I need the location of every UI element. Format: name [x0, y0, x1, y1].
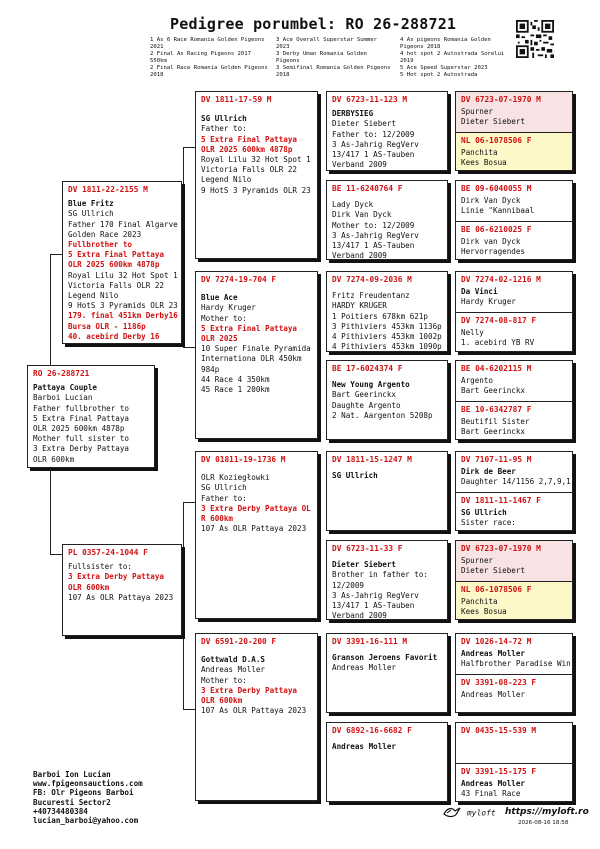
ring-number: DV 7107-11-95 M [461, 455, 532, 464]
ring-number: DV 1811-17-59 M [201, 95, 272, 104]
connector-line [50, 468, 51, 554]
ring-number: DV 7274-08-817 F [461, 316, 537, 325]
gen4-card-1[interactable] [326, 91, 448, 171]
info-line: Dieter Siebert [461, 117, 526, 127]
info-line: Bart Geerinckx [461, 386, 526, 396]
info-line: Hardy Kruger [201, 303, 256, 313]
info-line: Royal Lilu 32 Hot Spot 1 [201, 155, 311, 165]
ring-number: BE 04-6202115 M [461, 364, 532, 373]
gen5-card[interactable] [456, 541, 572, 581]
gen5-card[interactable] [456, 452, 572, 492]
connector-line [183, 347, 195, 348]
highlight-line: OLR 600km [68, 582, 110, 592]
email-link[interactable]: lucian_barboi@yahoo.com [33, 816, 139, 826]
info-line: 43 Final Race [461, 789, 521, 799]
info-line: 1 Poitiers 678km 621p [332, 311, 429, 321]
pigeon-name: Pattaya Couple [33, 383, 98, 393]
info-line: Andreas Moller [201, 665, 266, 675]
highlight-line: OLR 2025 600km 4878p [201, 144, 293, 154]
info-line: Royal Lilu 32 Hot Spot 1 [68, 270, 178, 280]
info-line: Nelly [461, 328, 484, 338]
ring-number: DV 6591-20-200 F [201, 637, 277, 646]
achievement-line: 2 Final As Racing Pigeons 2017 550km [150, 51, 252, 64]
gen5-card[interactable] [456, 674, 572, 713]
pigeon-name: Gottwald D.A.S [201, 655, 266, 665]
achievements-col1 [150, 37, 268, 79]
info-line: 107 As OLR Pattaya 2023 [201, 524, 307, 534]
gen5-pair-2[interactable] [455, 180, 573, 260]
info-line: Legend Nilo [68, 291, 119, 301]
breeder-name: Barboi Ion Lucian [33, 770, 111, 779]
gen5-card[interactable] [456, 492, 572, 531]
info-line: 107 As OLR Pattaya 2023 [68, 592, 174, 602]
address-line: Bucuresti Sector2 [33, 797, 111, 807]
info-line: Legend Nilo [201, 175, 252, 185]
highlight-line: OLR 600km [201, 696, 243, 706]
info-line: Linie "Kannibaal [461, 206, 535, 216]
gen4-card-2[interactable] [326, 180, 448, 260]
info-line: Dieter Siebert [461, 566, 526, 576]
info-line: Dieter Siebert [332, 119, 397, 129]
info-line: Beutifil Sister [461, 417, 530, 427]
pigeon-name: Blue Ace [201, 293, 238, 303]
info-line: 5 Extra Final Pattaya [33, 413, 130, 423]
ring-number: DV 6723-07-1970 M [461, 95, 541, 104]
info-line: 10 Super Finale Pyramida [201, 344, 311, 354]
info-line: Mother to: [201, 675, 247, 685]
gen5-card[interactable] [456, 581, 572, 620]
ring-number: BE 09-6040055 M [461, 184, 532, 193]
connector-line [183, 709, 195, 710]
highlight-line: R 600km [201, 514, 234, 524]
info-line: Hervorragendes [461, 247, 526, 257]
achievement-line: 3 Semifinal Romania Golden Pigeons 2018 [276, 65, 391, 78]
info-line: Barboi Lucian [33, 393, 93, 403]
highlight-line: Fullbrother to [68, 240, 133, 250]
info-line: OLR 600km [33, 454, 75, 464]
info-line: OLR 2025 600km 4878p [33, 424, 125, 434]
achievement-line: 3 Derby Uman Romania Golden Pigeons [276, 51, 367, 64]
gen4-card-6[interactable] [326, 540, 448, 620]
pigeon-name: Dirk de Beer [461, 467, 516, 477]
info-line: Mother to: [201, 313, 247, 323]
pigeon-name: Dieter Siebert [332, 560, 397, 570]
ring-number: DV 1026-14-72 M [461, 637, 532, 646]
pigeon-name: Blue Fritz [68, 199, 114, 209]
ring-number: DV 6723-11-123 M [332, 95, 408, 104]
gen4-card-8[interactable] [326, 722, 448, 802]
info-line: Victoria Falls OLR 22 [68, 280, 165, 290]
facebook-line: FB: Olr Pigeons Barboi [33, 788, 134, 798]
info-line: 9 HotS 3 Pyramids OLR 23 [68, 301, 178, 311]
info-line: Daughte Argento [332, 400, 401, 410]
info-line: Brother in father to: [332, 570, 429, 580]
info-line: Father fullbrother to [33, 403, 130, 413]
ring-number: BE 10-6342787 F [461, 405, 532, 414]
phone-line: +40734480384 [33, 806, 88, 816]
gen5-pair-6[interactable] [455, 540, 573, 620]
gen5-pair-8[interactable] [455, 722, 573, 802]
info-line: 4 Pithiviers 453km 1002p [332, 332, 442, 342]
achievement-line: 1 As 6 Race Romania Golden Pigeons 2021 [150, 37, 265, 50]
info-line: Golden Race 2023 [68, 229, 142, 239]
ring-number: BE 11-6240764 F [332, 184, 403, 193]
info-line: Dirk Van Dyck [461, 196, 521, 206]
gen5-card[interactable] [456, 221, 572, 260]
ring-number: DV 3391-15-175 F [461, 767, 537, 776]
ring-number: DV 7274-09-2036 M [332, 275, 412, 284]
connector-line [183, 147, 184, 347]
gen5-pair-4[interactable] [455, 360, 573, 440]
gen5-pair-1[interactable] [455, 91, 573, 171]
highlight-line: 3 Extra Derby Pattaya [68, 572, 165, 582]
info-line: Dirk Van Dyck [332, 210, 392, 220]
ring-number: DV 6723-07-1970 M [461, 544, 541, 553]
ring-number: DV 7274-02-1216 M [461, 275, 541, 284]
highlight-line: 5 Extra Final Pattaya [201, 323, 298, 333]
info-line: 13/417 1 AS-Tauben [332, 150, 415, 160]
gen5-card[interactable] [456, 401, 572, 440]
info-line: 107 As OLR Pattaya 2023 [201, 706, 307, 716]
pigeon-name: SG Ullrich [201, 114, 247, 124]
page-title: Pedigree porumbel: RO 26-288721 [170, 15, 457, 33]
gen5-pair-7[interactable] [455, 633, 573, 713]
gen5-card[interactable] [456, 92, 572, 132]
ring-number: RO 26-288721 [33, 369, 90, 378]
dam-card[interactable] [62, 544, 182, 636]
ring-number: NL 06-1078506 F [461, 136, 532, 145]
info-line: Panchita [461, 148, 498, 158]
dam-dam-card[interactable] [195, 633, 318, 801]
pigeon-name: Andreas Moller [332, 742, 397, 752]
highlight-line: 3 Extra Derby Pattaya OL [201, 503, 311, 513]
info-line: Kees Bosua [461, 158, 507, 168]
info-line: Mother to: 12/2009 [332, 220, 415, 230]
connector-line [50, 254, 51, 365]
connector-line [50, 554, 62, 555]
gen5-card[interactable] [456, 181, 572, 221]
info-line: Verband 2009 [332, 160, 387, 170]
info-line: Victoria Falls OLR 22 [201, 165, 298, 175]
info-line: 44 Race 4 350km [201, 374, 270, 384]
info-line: Bart Geerinckx [332, 390, 397, 400]
info-line: Daughter 14/1156 2,7,9,1 [461, 477, 571, 487]
connector-line [183, 147, 195, 148]
highlight-line: OLR 2025 [201, 334, 238, 344]
gen5-card[interactable] [456, 312, 572, 352]
info-line: Fritz Freudentanz [332, 291, 410, 301]
gen5-card[interactable] [456, 132, 572, 171]
info-line: 13/417 1 AS-Tauben [332, 601, 415, 611]
pigeon-name: SG Ullrich [332, 471, 378, 481]
achievement-line: 5 Ace Speed Superstar 2023 [400, 65, 488, 71]
pigeon-name: New Young Argento [332, 380, 410, 390]
ring-number: DV 1811-11-1467 F [461, 496, 541, 505]
ring-number: DV 3391-08-223 F [461, 678, 537, 687]
ring-number: DV 1811-22-2155 M [68, 185, 148, 194]
highlight-line: 179. final 451km Derby16 [68, 311, 178, 321]
achievement-line: 2 Final Race Romania Golden Pigeons 2018 [150, 65, 268, 78]
gen5-card[interactable] [456, 763, 572, 802]
subject-pigeon-card[interactable] [27, 365, 155, 468]
info-line: 984p [201, 364, 220, 374]
connector-line [183, 502, 195, 503]
info-line: 3 As-Jahrig RegVerv [332, 139, 419, 149]
dam-sire-card[interactable] [195, 451, 318, 619]
info-line: 9 HotS 3 Pyramids OLR 23 [201, 185, 311, 195]
connector-line [50, 254, 62, 255]
gen5-pair-3[interactable] [455, 271, 573, 352]
ring-number: DV 1811-15-1247 M [332, 455, 412, 464]
sire-dam-card[interactable] [195, 271, 318, 439]
info-line: OLR Koziegłowki [201, 473, 270, 483]
info-line: Fullsister to: [68, 562, 133, 572]
highlight-line: 5 Extra Final Pattaya [201, 134, 298, 144]
gen4-card-3[interactable] [326, 271, 448, 352]
achievement-line: 4 hot spot 2 Autostrada Sorelui 2019 [400, 51, 505, 64]
info-line: 2 Nat. Aargenton 5208p [332, 410, 433, 420]
sire-card[interactable] [62, 181, 182, 344]
info-line: Father to: [201, 124, 247, 134]
site-link[interactable]: https://myloft.ro [505, 807, 589, 817]
ring-number: BE 06-6210025 F [461, 225, 532, 234]
highlight-line: OLR 2025 600km 4878p [68, 260, 160, 270]
ring-number: DV 01811-19-1736 M [201, 455, 286, 464]
pigeon-name: Da Vinci [461, 287, 498, 297]
highlight-line: 5 Extra Final Pattaya [68, 250, 165, 260]
pigeon-name: DERBYSIEG [332, 109, 374, 119]
info-line: Verband 2009 [332, 611, 387, 620]
pigeon-name: SG Ullrich [461, 508, 507, 518]
info-line: Father to: 12/2009 [332, 129, 415, 139]
highlight-line: 40. acebird Derby 16 [68, 331, 160, 341]
info-line: Spurner [461, 107, 494, 117]
ring-number: NL 06-1078506 F [461, 585, 532, 594]
logo-text: myloft [466, 808, 496, 818]
info-line: 13/417 1 AS-Tauben [332, 241, 415, 251]
pigeon-name: Granson Jeroens Favorit [332, 653, 438, 663]
info-line: Andreas Moller [332, 663, 397, 673]
print-date: 2026-08-16 18:58 [518, 820, 569, 826]
info-line: Bart Geerinckx [461, 427, 526, 437]
gen5-pair-5[interactable] [455, 451, 573, 531]
info-line: Father 170 Final Algarve [68, 219, 178, 229]
ring-number: DV 7274-19-704 F [201, 275, 277, 284]
ring-number: DV 6892-16-6682 F [332, 726, 412, 735]
info-line: 4 Pithiviers 453km 1090p [332, 342, 442, 352]
connector-line [183, 502, 184, 709]
achievements-col3 [400, 37, 510, 79]
info-line: 3 As-Jahrig RegVerv [332, 590, 419, 600]
info-line: SG Ullrich [68, 209, 114, 219]
info-line: 3 Extra Derby Pattaya [33, 444, 130, 454]
ring-number: DV 0435-15-539 M [461, 726, 537, 735]
gen5-card[interactable] [456, 272, 572, 312]
info-line: Hardy Kruger [461, 297, 516, 307]
qr-code-icon [516, 20, 554, 58]
info-line: Father to: [201, 493, 247, 503]
info-line: SG Ullrich [201, 483, 247, 493]
breeder-contact [33, 770, 143, 825]
sire-sire-card[interactable] [195, 91, 318, 259]
pigeon-icon [442, 805, 462, 821]
info-line: Mother full sister to [33, 434, 130, 444]
info-line: Internationa OLR 450km [201, 354, 302, 364]
achievement-line: 3 Ace Overall Superstar Summer 2023 [276, 37, 378, 50]
gen4-card-7[interactable] [326, 633, 448, 713]
gen5-card[interactable] [456, 634, 572, 674]
gen5-card[interactable] [456, 361, 572, 401]
info-line: Panchita [461, 597, 498, 607]
highlight-line: 3 Extra Derby Pattaya [201, 685, 298, 695]
info-line: Sister race: [461, 518, 516, 528]
info-line: 3 Pithiviers 453km 1136p [332, 321, 442, 331]
info-line: Kees Bosua [461, 607, 507, 617]
info-line: Halfbrother Paradise Win [461, 659, 571, 669]
achievements-col2 [276, 37, 392, 79]
gen4-card-4[interactable] [326, 360, 448, 440]
ring-number: DV 6723-11-33 F [332, 544, 403, 553]
info-line: Verband 2009 [332, 251, 387, 260]
info-line: 12/2009 [332, 580, 365, 590]
ring-number: PL 0357-24-1044 F [68, 548, 148, 557]
ring-number: DV 3391-16-111 M [332, 637, 408, 646]
info-line: 1. acebird YB RV [461, 338, 535, 348]
pigeon-name: Andreas Moller [461, 649, 526, 659]
info-line: Lady Dyck [332, 200, 374, 210]
info-line: Dirk van Dyck [461, 237, 521, 247]
gen5-card[interactable] [456, 723, 572, 763]
achievement-line: 5 Hot spot 2 Autostrada [400, 72, 478, 78]
ring-number: BE 17-6024374 F [332, 364, 403, 373]
info-line: Andreas Moller [461, 690, 526, 700]
info-line: Spurner [461, 556, 494, 566]
highlight-line: Bursa OLR - 1186p [68, 321, 146, 331]
website-link[interactable]: www.fpigeonsauctions.com [33, 779, 143, 789]
myloft-logo [442, 805, 496, 821]
info-line: 45 Race 1 200km [201, 385, 270, 395]
gen4-card-5[interactable] [326, 451, 448, 531]
info-line: HARDY KRUGER [332, 301, 387, 311]
info-line: Argento [461, 376, 494, 386]
pigeon-name: Andreas Moller [461, 779, 526, 789]
info-line: 3 As-Jahrig RegVerv [332, 230, 419, 240]
achievement-line: 4 As pigeons Romania Golden Pigeons 2018 [400, 37, 491, 50]
